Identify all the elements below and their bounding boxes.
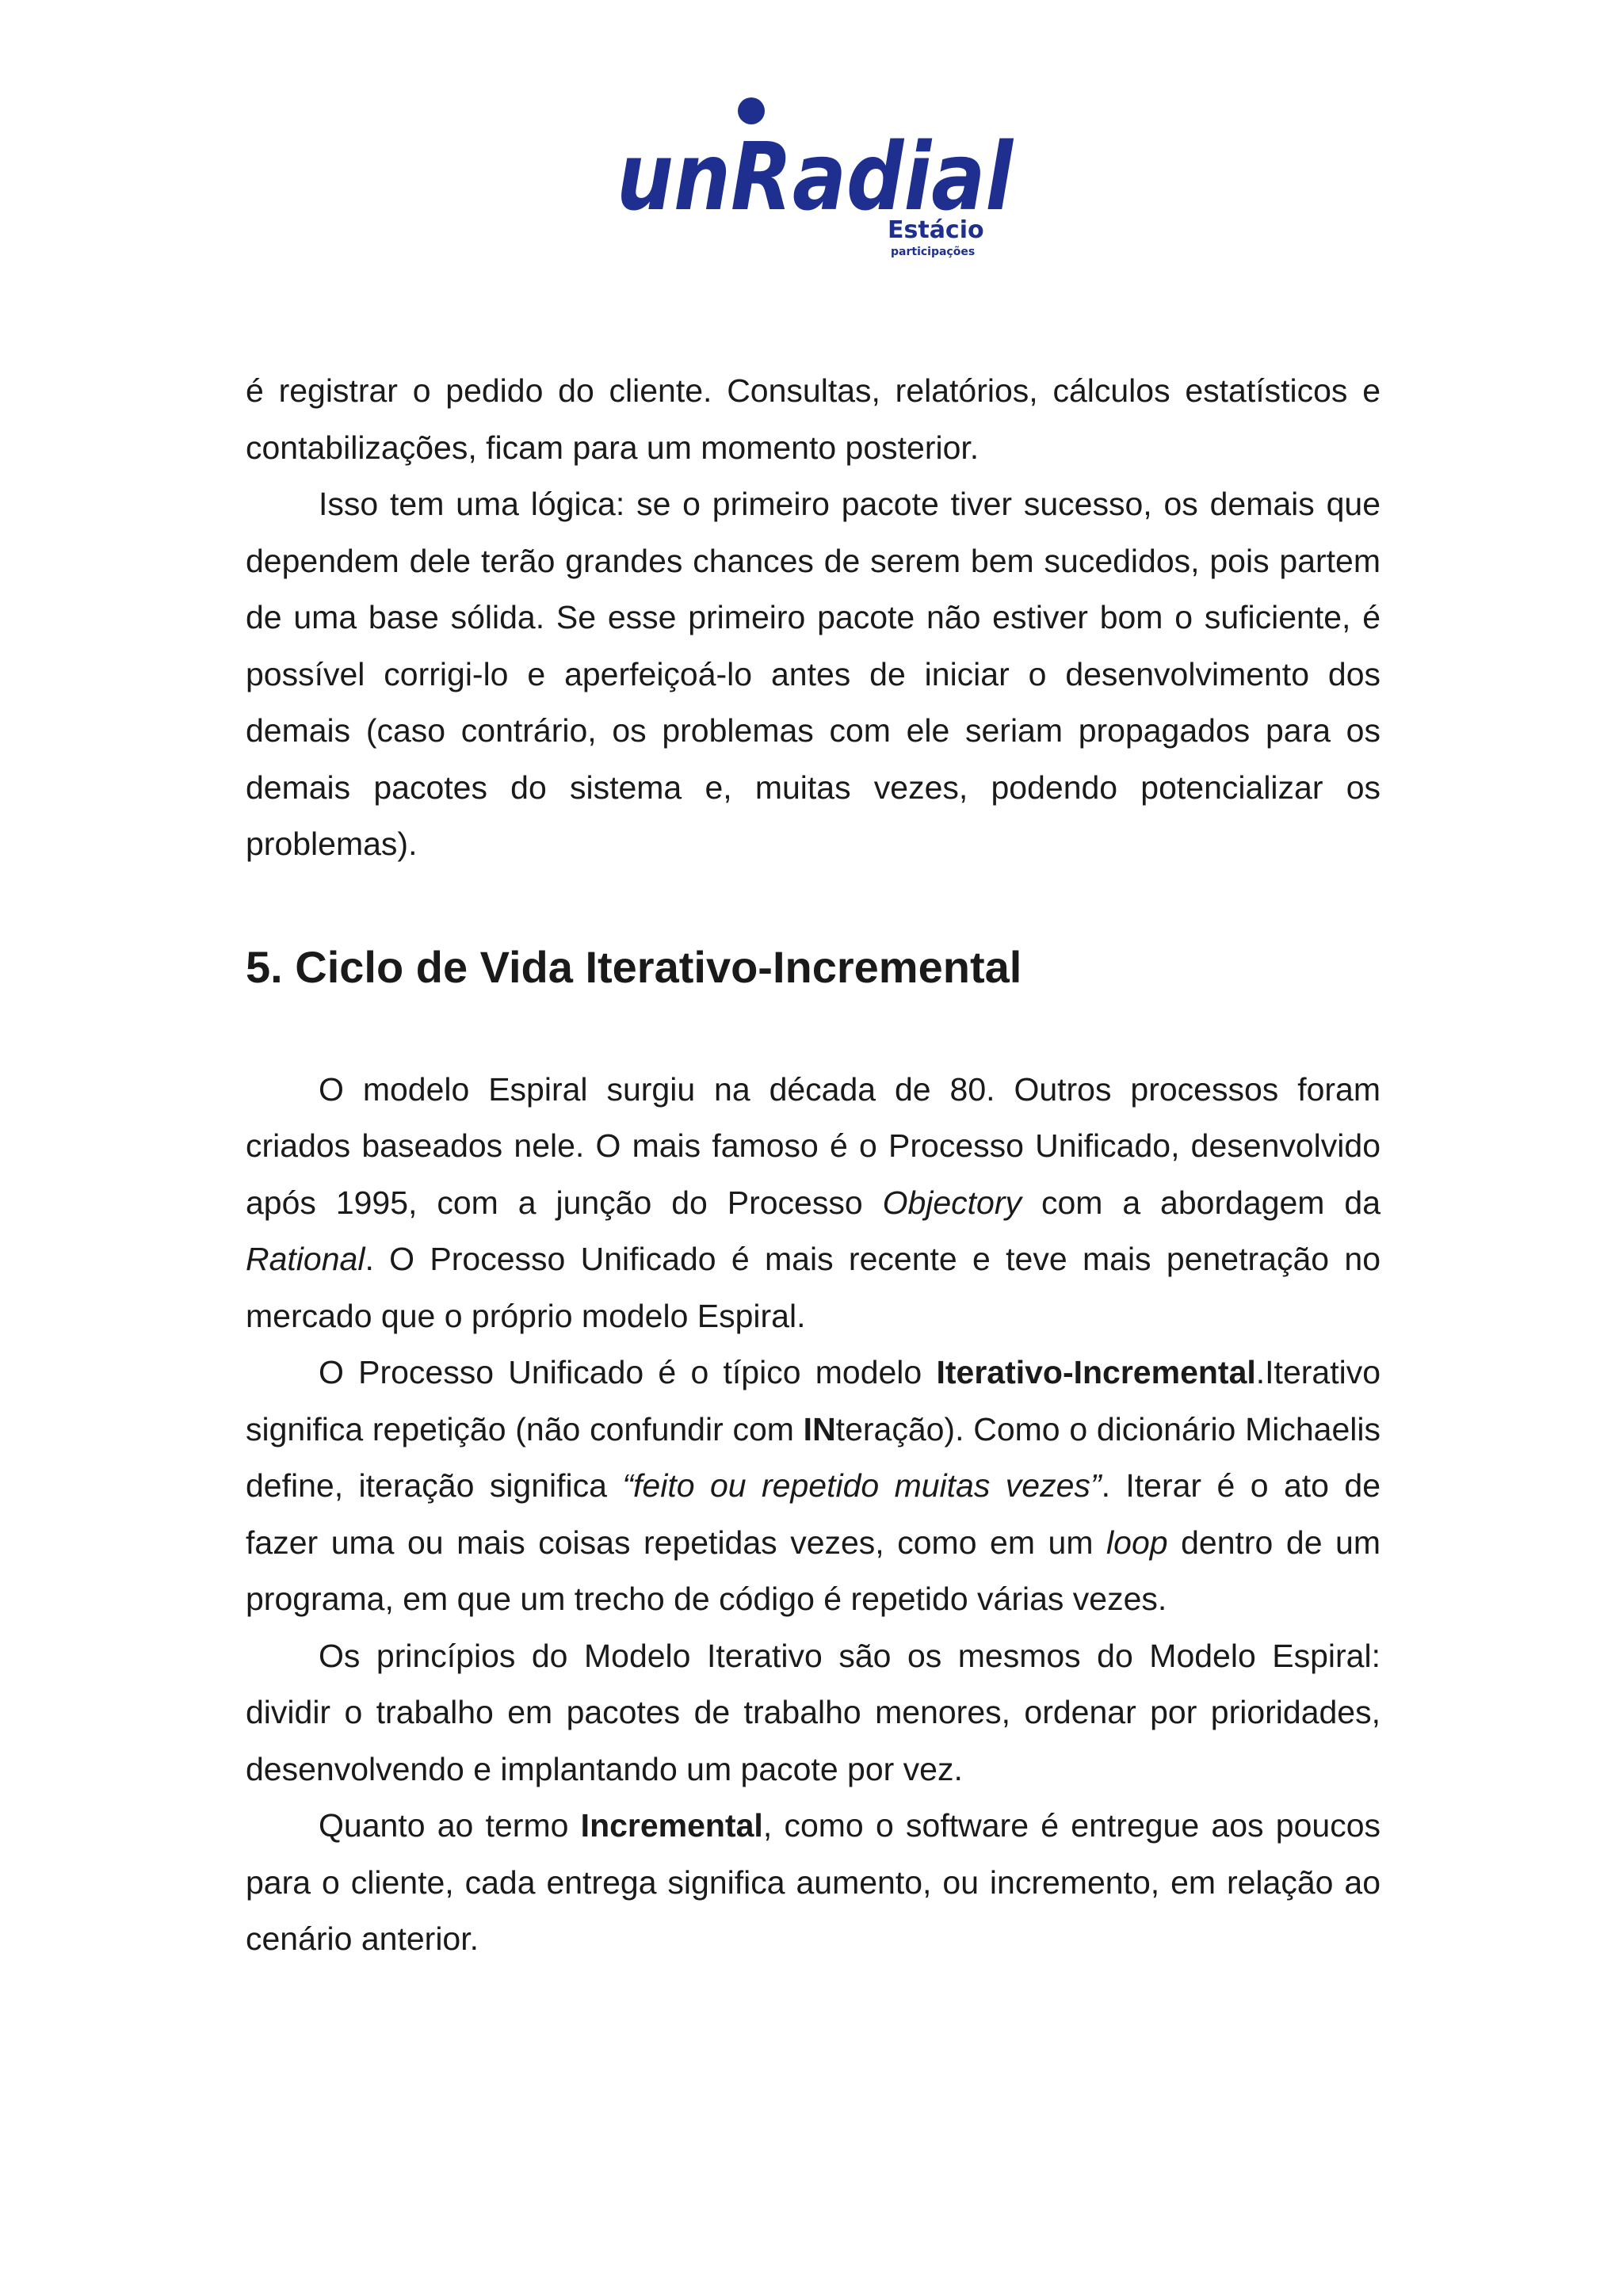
paragraph-3: O modelo Espiral surgiu na década de 80. Outros processos foram criados baseados nele. O mais famoso é o Processo Unificado, desenvolvido após 1995, com a junção do Processo Objectory com a abordagem da Rational. O Processo Unificado é mais recente e teve mais penetração no mercado que o próprio modelo Espiral. [246,1070,1381,1334]
logo-sub1: Estácio [888,216,984,244]
paragraph-5: Os princípios do Modelo Iterativo são os mesmos do Modelo Espiral: dividir o trabalho em pacotes de trabalho menores, ordenar por prioridades, desenvolvendo e implantando um pacote por vez. [246,1637,1381,1787]
logo-dot [738,97,765,124]
document-body [246,363,1381,1968]
unradial-logo [610,93,1022,268]
paragraph-1: é registrar o pedido do cliente. Consultas, relatórios, cálculos estatísticos e contabilizações, ficam para um momento posterior. [246,372,1381,466]
section-heading: 5. Ciclo de Vida Iterativo-Incremental [246,941,1022,992]
paragraph-4: O Processo Unificado é o típico modelo Iterativo-Incremental.Iterativo significa repetição (não confundir com INteração). Como o dicionário Michaelis define, iteração significa “feito ou repetido muitas vezes”. Iterar é o ato de fazer uma ou mais coisas repetidas vezes, como em um loop dentro de um programa, em que um trecho de código é repetido várias vezes. [246,1354,1381,1617]
logo-wordmark: unRadial [617,122,1014,231]
paragraph-6: Quanto ao termo Incremental, como o software é entregue aos poucos para o cliente, cada entrega significa aumento, ou incremento, em relação ao cenário anterior. [246,1807,1381,1957]
logo-sub2: participações [891,246,976,258]
paragraph-2: Isso tem uma lógica: se o primeiro pacote tiver sucesso, os demais que dependem dele terão grandes chances de serem bem sucedidos, pois partem de uma base sólida. Se esse primeiro pacote não estiver bom o suficiente, é possível corrigi-lo e aperfeiçoá-lo antes de iniciar o desenvolvimento dos demais (caso contrário, os problemas com ele seriam propagados para os demais pacotes do sistema e, muitas vezes, podendo potencializar os problemas). [246,486,1381,862]
